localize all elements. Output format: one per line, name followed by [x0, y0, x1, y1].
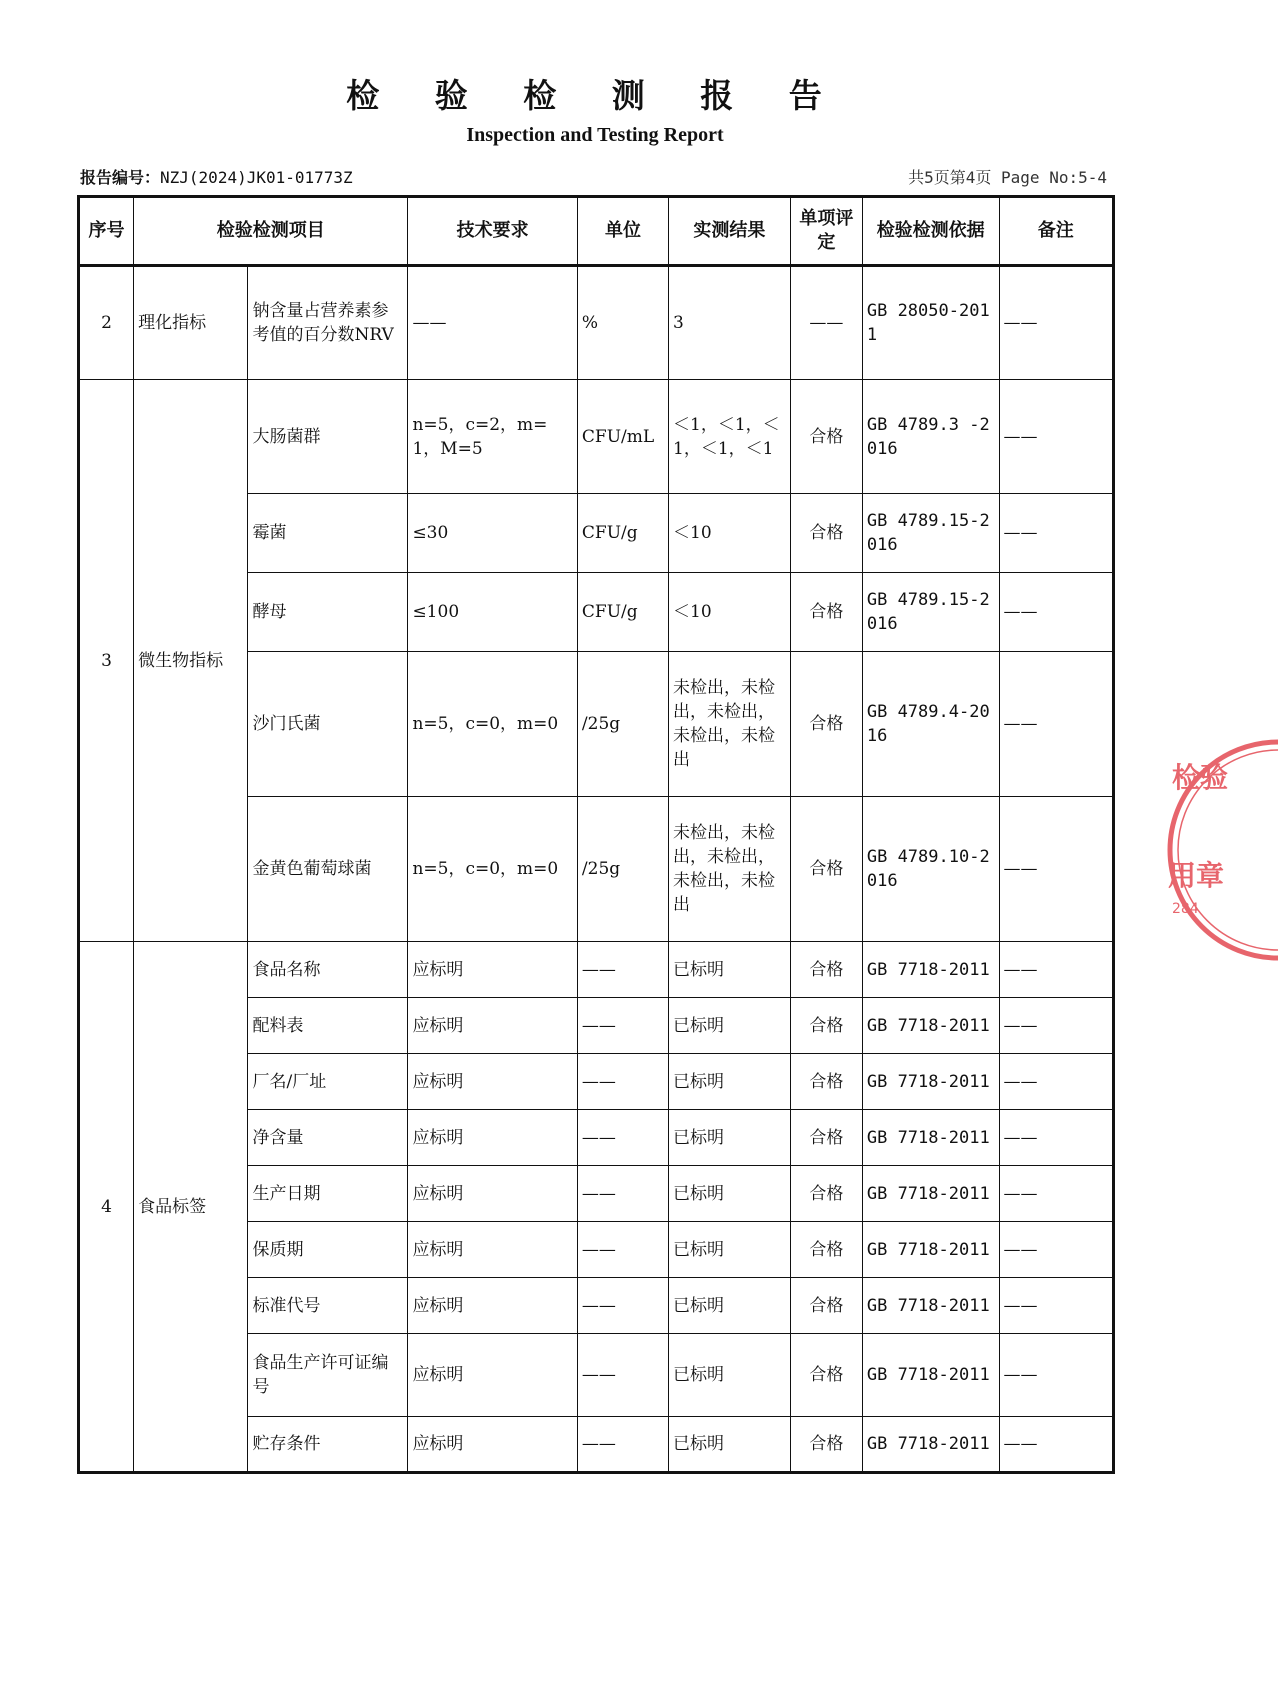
table-row [79, 942, 1114, 998]
cell-remark: —— [999, 1222, 1113, 1278]
col-result: 实测结果 [669, 197, 791, 266]
cell-unit: —— [577, 1278, 668, 1334]
cell-remark: —— [999, 942, 1113, 998]
cell-category: 微生物指标 [134, 380, 248, 942]
cell-remark: —— [999, 1334, 1113, 1417]
cell-basis: GB 4789.4-2016 [862, 652, 999, 797]
report-title: 检 验 检 测 报 告 [346, 76, 844, 115]
cell-result: 已标明 [669, 998, 791, 1054]
seal-text-2: 用章 [1168, 859, 1225, 892]
cell-basis: GB 4789.15-2016 [862, 573, 999, 652]
col-requirement: 技术要求 [408, 197, 577, 266]
cell-basis: GB 4789.3 -2016 [862, 380, 999, 494]
cell-result: 已标明 [669, 1110, 791, 1166]
cell-evaluation: 合格 [790, 1334, 862, 1417]
cell-item: 食品名称 [248, 942, 408, 998]
cell-requirement: —— [408, 266, 577, 380]
page-info: 共5页第4页 Page No:5-4 [908, 168, 1107, 187]
table-body [79, 266, 1114, 1473]
cell-evaluation: 合格 [790, 1054, 862, 1110]
cell-unit: —— [577, 998, 668, 1054]
col-seq: 序号 [79, 197, 134, 266]
cell-remark: —— [999, 573, 1113, 652]
cell-basis: GB 7718-2011 [862, 1110, 999, 1166]
table-row [79, 380, 1114, 494]
cell-item: 大肠菌群 [248, 380, 408, 494]
cell-item: 厂名/厂址 [248, 1054, 408, 1110]
cell-result: 已标明 [669, 942, 791, 998]
cell-requirement: 应标明 [408, 1222, 577, 1278]
cell-result: 未检出，未检出，未检出，未检出，未检出 [669, 797, 791, 942]
cell-unit: —— [577, 1054, 668, 1110]
header-row [79, 197, 1114, 266]
cell-result: 已标明 [669, 1417, 791, 1473]
col-basis: 检验检测依据 [862, 197, 999, 266]
cell-item: 金黄色葡萄球菌 [248, 797, 408, 942]
official-seal-stamp [1158, 735, 1278, 965]
cell-seq: 3 [79, 380, 134, 942]
cell-item: 钠含量占营养素参考值的百分数NRV [248, 266, 408, 380]
cell-requirement: n=5，c=0，m=0 [408, 652, 577, 797]
cell-unit: /25g [577, 797, 668, 942]
cell-result: 已标明 [669, 1334, 791, 1417]
cell-remark: —— [999, 266, 1113, 380]
cell-result: 已标明 [669, 1054, 791, 1110]
cell-result: ＜10 [669, 494, 791, 573]
cell-remark: —— [999, 1166, 1113, 1222]
cell-requirement: ≤100 [408, 573, 577, 652]
cell-item: 标准代号 [248, 1278, 408, 1334]
cell-result: 已标明 [669, 1166, 791, 1222]
cell-requirement: 应标明 [408, 1278, 577, 1334]
cell-remark: —— [999, 797, 1113, 942]
cell-remark: —— [999, 494, 1113, 573]
cell-remark: —— [999, 652, 1113, 797]
cell-basis: GB 28050-2011 [862, 266, 999, 380]
seal-text-1: 检验 [1172, 761, 1229, 794]
cell-unit: CFU/g [577, 494, 668, 573]
col-evaluation: 单项评定 [790, 197, 862, 266]
table-row [79, 266, 1114, 380]
cell-basis: GB 7718-2011 [862, 1417, 999, 1473]
cell-requirement: 应标明 [408, 1110, 577, 1166]
cell-unit: —— [577, 1334, 668, 1417]
cell-basis: GB 4789.15-2016 [862, 494, 999, 573]
cell-requirement: 应标明 [408, 1054, 577, 1110]
cell-basis: GB 7718-2011 [862, 1334, 999, 1417]
report-number-label: 报告编号： [80, 168, 161, 187]
cell-requirement: 应标明 [408, 998, 577, 1054]
cell-result: 已标明 [669, 1222, 791, 1278]
cell-result: 已标明 [669, 1278, 791, 1334]
cell-item: 食品生产许可证编号 [248, 1334, 408, 1417]
cell-item: 净含量 [248, 1110, 408, 1166]
cell-requirement: 应标明 [408, 942, 577, 998]
cell-evaluation: —— [790, 266, 862, 380]
cell-evaluation: 合格 [790, 1166, 862, 1222]
cell-result: ＜10 [669, 573, 791, 652]
cell-seq: 2 [79, 266, 134, 380]
cell-remark: —— [999, 998, 1113, 1054]
cell-evaluation: 合格 [790, 797, 862, 942]
cell-remark: —— [999, 1278, 1113, 1334]
cell-remark: —— [999, 380, 1113, 494]
cell-unit: —— [577, 1417, 668, 1473]
cell-requirement: 应标明 [408, 1334, 577, 1417]
cell-item: 配料表 [248, 998, 408, 1054]
cell-category: 食品标签 [134, 942, 248, 1473]
cell-item: 保质期 [248, 1222, 408, 1278]
cell-unit: CFU/mL [577, 380, 668, 494]
cell-requirement: n=5，c=0，m=0 [408, 797, 577, 942]
cell-item: 沙门氏菌 [248, 652, 408, 797]
cell-seq: 4 [79, 942, 134, 1473]
cell-unit: —— [577, 942, 668, 998]
cell-result: ＜1，＜1，＜1，＜1，＜1 [669, 380, 791, 494]
cell-evaluation: 合格 [790, 1222, 862, 1278]
cell-requirement: ≤30 [408, 494, 577, 573]
cell-evaluation: 合格 [790, 380, 862, 494]
cell-result: 未检出，未检出，未检出，未检出，未检出 [669, 652, 791, 797]
cell-basis: GB 7718-2011 [862, 1054, 999, 1110]
cell-evaluation: 合格 [790, 942, 862, 998]
report-number-value: NZJ(2024)JK01-01773Z [160, 168, 353, 187]
cell-requirement: 应标明 [408, 1417, 577, 1473]
cell-unit: —— [577, 1166, 668, 1222]
cell-unit: CFU/g [577, 573, 668, 652]
cell-remark: —— [999, 1054, 1113, 1110]
report-number [80, 165, 353, 188]
cell-remark: —— [999, 1417, 1113, 1473]
cell-basis: GB 7718-2011 [862, 1222, 999, 1278]
cell-item: 霉菌 [248, 494, 408, 573]
cell-basis: GB 7718-2011 [862, 942, 999, 998]
cell-category: 理化指标 [134, 266, 248, 380]
cell-result: 3 [669, 266, 791, 380]
cell-basis: GB 7718-2011 [862, 1166, 999, 1222]
cell-requirement: n=5，c=2，m=1，M=5 [408, 380, 577, 494]
cell-requirement: 应标明 [408, 1166, 577, 1222]
cell-unit: —— [577, 1110, 668, 1166]
cell-unit: /25g [577, 652, 668, 797]
cell-evaluation: 合格 [790, 573, 862, 652]
cell-item: 生产日期 [248, 1166, 408, 1222]
cell-basis: GB 7718-2011 [862, 998, 999, 1054]
cell-item: 贮存条件 [248, 1417, 408, 1473]
report-subtitle: Inspection and Testing Report [466, 124, 724, 146]
col-remark: 备注 [999, 197, 1113, 266]
results-table [77, 195, 1115, 1474]
col-unit: 单位 [577, 197, 668, 266]
cell-evaluation: 合格 [790, 998, 862, 1054]
seal-text-3: 284 [1172, 901, 1199, 917]
cell-remark: —— [999, 1110, 1113, 1166]
cell-basis: GB 7718-2011 [862, 1278, 999, 1334]
cell-basis: GB 4789.10-2016 [862, 797, 999, 942]
cell-evaluation: 合格 [790, 494, 862, 573]
cell-evaluation: 合格 [790, 1417, 862, 1473]
cell-evaluation: 合格 [790, 1278, 862, 1334]
cell-unit: —— [577, 1222, 668, 1278]
cell-evaluation: 合格 [790, 652, 862, 797]
cell-item: 酵母 [248, 573, 408, 652]
cell-evaluation: 合格 [790, 1110, 862, 1166]
cell-unit: % [577, 266, 668, 380]
col-item: 检验检测项目 [134, 197, 408, 266]
